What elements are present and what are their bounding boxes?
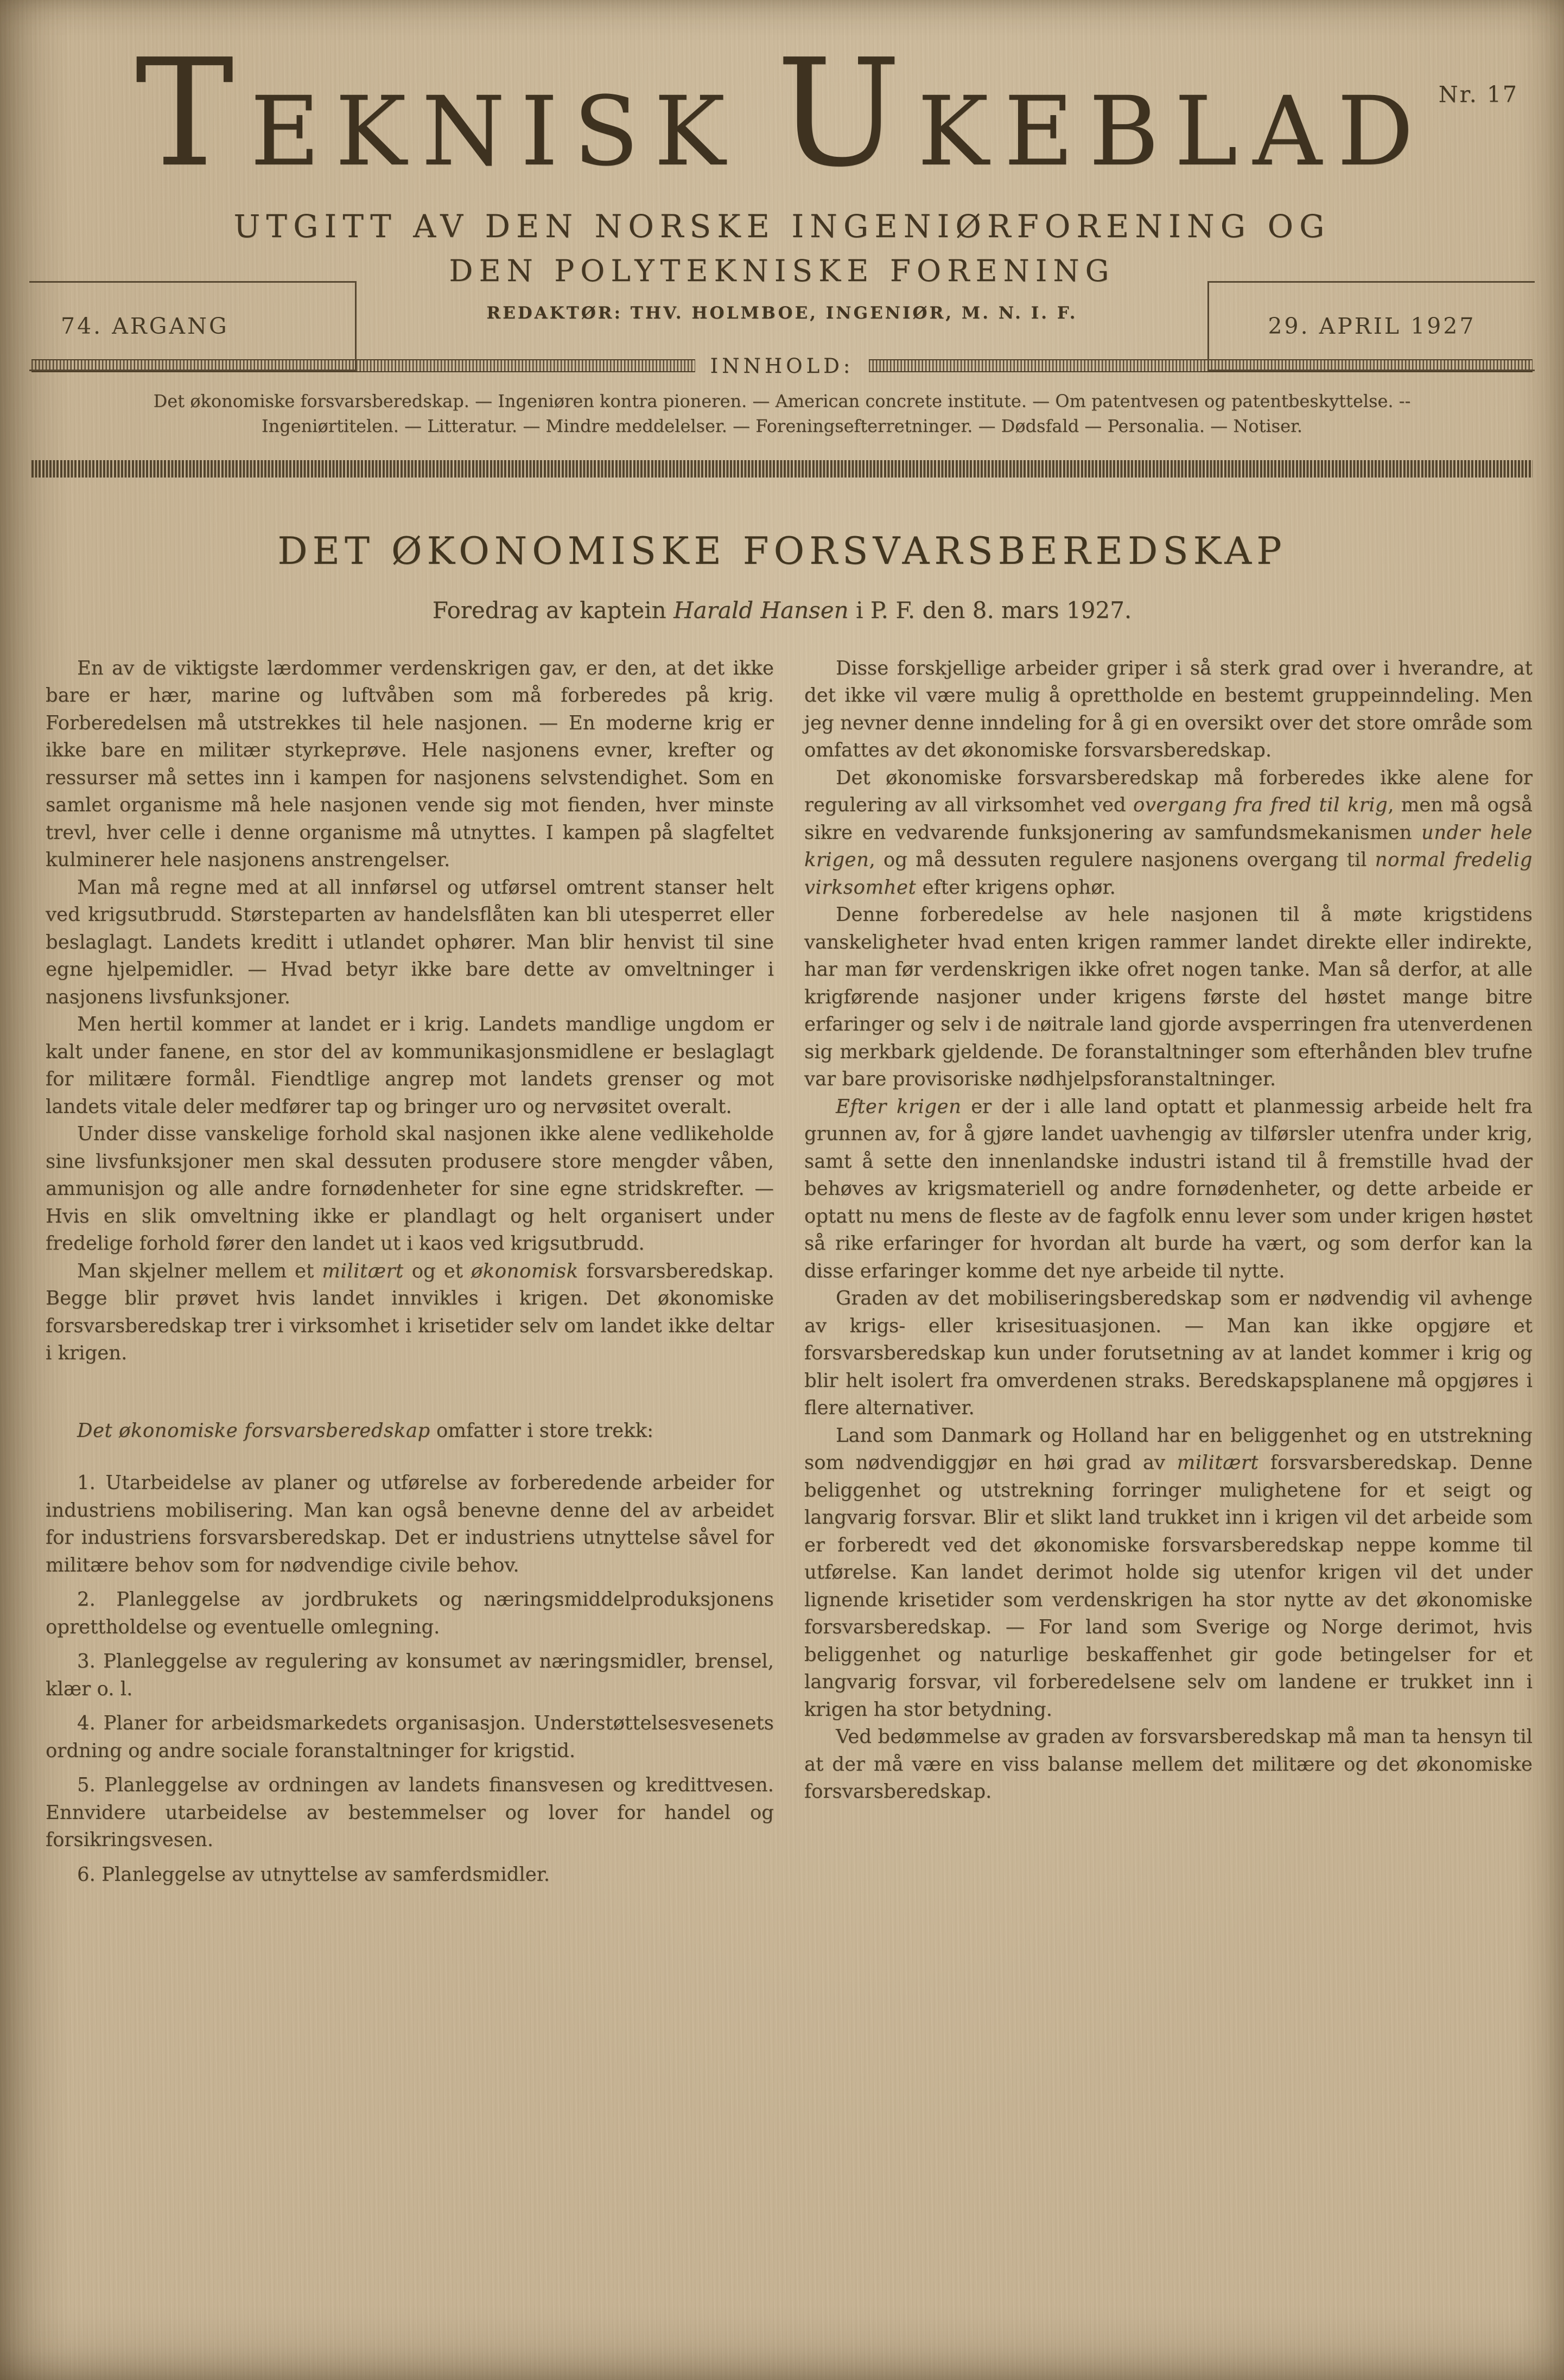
column-right	[804, 655, 1533, 1889]
masthead-word-ukeblad: UKEBLAD	[776, 28, 1429, 200]
text-segment: Ved bedømmelse av graden av forsvarsberedskap må man ta hensyn til at der må være en viss balanse mellem det militære og det økonomiske forsvarsberedskap.	[804, 1726, 1533, 1803]
text-segment: Disse forskjellige arbeider griper i så sterk grad over i hverandre, at det ikke vil være mulig å oprettholde en bestemt gruppeinndeling. Men jeg nevner denne inndeling for å gi en oversikt over det store område som omfattes av det økonomiske forsvarsberedskap.	[804, 657, 1533, 762]
text-segment: 6. Planleggelse av utnyttelse av samferdsmidler.	[77, 1863, 550, 1886]
article-title: DET ØKONOMISKE FORSVARSBEREDSKAP	[277, 529, 1287, 573]
text-segment: 4. Planer for arbeidsmarkedets organisasjon. Understøttelsesvesenets ordning og andre sociale foranstaltninger for krigstid.	[46, 1712, 774, 1762]
paragraph	[804, 765, 1533, 902]
text-segment: 3. Planleggelse av regulering av konsumet av næringsmidler, brensel, klær o. l.	[46, 1650, 774, 1700]
text-segment: , men må også sikre en vedvarende funksjonering av samfundsmekanismen	[804, 794, 1533, 844]
contents-line-1: Det økonomiske forsvarsberedskap. — Ingeniøren kontra pioneren. — American concrete institute. — Om patentvesen og patentbeskyttelse. --	[153, 390, 1411, 411]
paragraph	[46, 655, 774, 874]
text-segment: Foredrag av kaptein	[432, 596, 674, 623]
text-segment: normal fredelig virksomhet	[804, 849, 1533, 899]
text-segment: økonomisk	[471, 1259, 578, 1282]
issue-number: Nr. 17	[1438, 81, 1518, 107]
paragraph	[804, 901, 1533, 1093]
text-segment: under hele krigen	[804, 821, 1533, 871]
paragraph	[46, 1586, 774, 1641]
text-segment: 1. Utarbeidelse av planer og utførelse av forberedende arbeider for industriens mobilisering. Man kan også benevne denne del av arbeidet for industriens forsvarsberedskap. Det er industriens utnyttelse såvel for militære behov som for nødvendige civile behov.	[46, 1472, 774, 1576]
paragraph	[46, 1011, 774, 1121]
text-segment: Efter krigen	[836, 1095, 962, 1118]
volume-box	[29, 281, 357, 371]
text-segment: Under disse vanskelige forhold skal nasjonen ikke alene vedlikeholde sine livsfunksjoner men skal dessuten produsere store mengder våben, ammunisjon og alle andre fornødenheter for sine egne stridskrefter. — Hvis en slik omveltning ikke er plandlagt og helt organisert under fredelige forhold fører den landet ut i kaos ved krigsutbrudd.	[46, 1123, 774, 1255]
paragraph	[46, 1417, 774, 1445]
text-segment: militært	[1177, 1452, 1259, 1474]
publisher-line-1: UTGITT AV DEN NORSKE INGENIØRFORENING OG	[233, 207, 1331, 245]
contents-line-2: Ingeniørtitelen. — Litteratur. — Mindre meddelelser. — Foreningsefterretninger. — Dødsfald — Personalia. — Notiser.	[262, 415, 1302, 436]
text-segment: i P. F. den 8. mars 1927.	[848, 596, 1132, 623]
article-byline	[0, 597, 1564, 623]
paragraph	[46, 1710, 774, 1765]
paragraph	[46, 1258, 774, 1367]
text-segment: Harald Hansen	[673, 596, 849, 623]
text-segment: forsvarsberedskap. Denne beliggenhet og utstrekning forringer mulighetene for et seigt og langvarig forsvar. Blir et slikt land trukket inn i krigen vil det arbeide som er forberedt ved det økonomiske forsvarsberedskap neppe komme til utførelse. Kan landet derimot holde sig utenfor krigen vil det under lignende krisetider som verdenskrigen ha stor nytte av det økonomiske forsvarsberedskap. — For land som Sverige og Norge derimot, hvis beliggenhet og naturlige beskaffenhet gir gode betingelser for et langvarig forsvar, vil forberedelsene selv om landene er trukket inn i krigen ha stor betydning.	[804, 1452, 1533, 1721]
divider-band	[31, 460, 1533, 478]
text-segment: og et	[403, 1259, 471, 1282]
masthead	[0, 0, 1564, 200]
volume-label: 74. ARGANG	[61, 313, 229, 339]
paragraph	[804, 1723, 1533, 1806]
paragraph	[46, 1648, 774, 1703]
text-segment: Det økonomiske forsvarsberedskap	[77, 1419, 430, 1442]
text-segment: Denne forberedelse av hele nasjonen til å møte krigstidens vanskeligheter hvad enten krigen rammer landet direkte eller indirekte, har man før verdenskrigen ikke ofret nogen tanke. Man så derfor, at alle krigførende nasjoner under krigens første del høstet mange bitre erfaringer og selv i de nøitrale land gjorde avsperringen fra utenverdenen sig merkbark gjeldende. De foranstaltninger som efterhånden blev trufne var bare provisoriske nødhjelpsforanstaltninger.	[804, 903, 1533, 1091]
text-segment: Det økonomiske forsvarsberedskap må forberedes ikke alene for regulering av all virksomhet ved	[804, 766, 1533, 817]
paragraph	[804, 655, 1533, 765]
text-segment: Man må regne med at all innførsel og utførsel omtrent stanser helt ved krigsutbrudd. Størsteparten av handelsflåten kan bli utesperret eller beslaglagt. Landets kreditt i utlandet ophører. Man blir henvist til sine egne hjelpemidler. — Hvad betyr ikke bare dette av omveltninger i nasjonens livsfunksjoner.	[46, 876, 774, 1008]
text-segment: omfatter i store trekk:	[430, 1419, 654, 1442]
column-left	[46, 655, 774, 1889]
text-segment: militært	[322, 1259, 404, 1282]
paragraph	[46, 1121, 774, 1258]
article-body	[0, 623, 1564, 1889]
text-segment: overgang fra fred til krig	[1133, 794, 1388, 817]
paragraph	[804, 1285, 1533, 1422]
text-segment: er der i alle land optatt et planmessig arbeide helt fra grunnen av, for å gjøre landet uavhengig av tilførsler utenfra under krig, samt å sette den innenlandske industri istand til å fremstille hvad der behøves av krigsmateriell og andre fornødenheter, og dette arbeide er optatt nu mens de fleste av de fagfolk ennu lever som under krigen høstet så rike erfaringer for hvordan alt burde ha vært, og som derfor kan la disse erfaringer komme det nye arbeide til nytte.	[804, 1095, 1533, 1282]
text-segment: forsvarsberedskap. Begge blir prøvet hvis landet innvikles i krigen. Det økonomiske forsvarsberedskap trer i virksomhet i krisetider selv om landet ikke deltar i krigen.	[46, 1259, 774, 1365]
text-segment: efter krigens ophør.	[916, 876, 1116, 899]
text-segment: Men hertil kommer at landet er i krig. Landets mandlige ungdom er kalt under fanene, en stor del av kommunikasjonsmidlene er beslaglagt for militære formål. Fiendtlige angrep mot landets grenser og mot landets vitale deler medfører tap og bringer uro og nervøsitet overalt.	[46, 1013, 774, 1118]
paragraph	[804, 1422, 1533, 1724]
paragraph	[46, 1772, 774, 1854]
text-segment: , og må dessuten regulere nasjonens overgang til	[869, 849, 1375, 871]
paragraph	[804, 1093, 1533, 1286]
text-segment: Man skjelner mellem et	[77, 1259, 322, 1282]
paragraph	[46, 1861, 774, 1889]
paragraph	[46, 874, 774, 1011]
masthead-word-teknisk: TEKNISK	[135, 28, 741, 200]
date-label: 29. APRIL 1927	[1268, 313, 1476, 339]
paragraph	[46, 1469, 774, 1579]
text-segment: 5. Planleggelse av ordningen av landets finansvesen og kredittvesen. Ennvidere utarbeidelse av bestemmelser og lover for handel og forsikringsvesen.	[46, 1774, 774, 1851]
editor-line: REDAKTØR: THV. HOLMBOE, INGENIØR, M. N. I. F.	[486, 303, 1078, 323]
date-box	[1207, 281, 1535, 371]
text-segment: 2. Planleggelse av jordbrukets og næringsmiddelproduksjonens oprettholdelse og eventuelle omlegning.	[46, 1588, 774, 1638]
text-segment: Land som Danmark og Holland har en beliggenhet og en utstrekning som nødvendiggjør en høi grad av	[804, 1424, 1533, 1474]
contents-label: INNHOLD:	[710, 354, 854, 378]
publisher-line-2: DEN POLYTEKNISKE FORENING	[449, 253, 1115, 288]
text-segment: En av de viktigste lærdommer verdenskrigen gav, er den, at det ikke bare er hær, marine og luftvåben som må forberedes på krig. Forberedelsen må utstrekkes til hele nasjonen. — En moderne krig er ikke bare en militær styrkeprøve. Hele nasjonens evner, krefter og ressurser må settes inn i kampen for nasjonens selvstendighet. Som en samlet organisme må hele nasjonen vende sig mot fienden, hver minste trevl, hver celle i denne organisme må utnyttes. I kampen på slagfeltet kulminerer hele nasjonens anstrengelser.	[46, 657, 774, 871]
text-segment: Graden av det mobiliseringsberedskap som er nødvendig vil avhenge av krigs- eller krisesituasjonen. — Man kan ikke opgjøre et forsvarsberedskap kun under forutsetning av at landet kommer i krig og blir helt isolert fra omverdenen straks. Beredskapsplanene må opgjøres i flere alternativer.	[804, 1287, 1533, 1420]
